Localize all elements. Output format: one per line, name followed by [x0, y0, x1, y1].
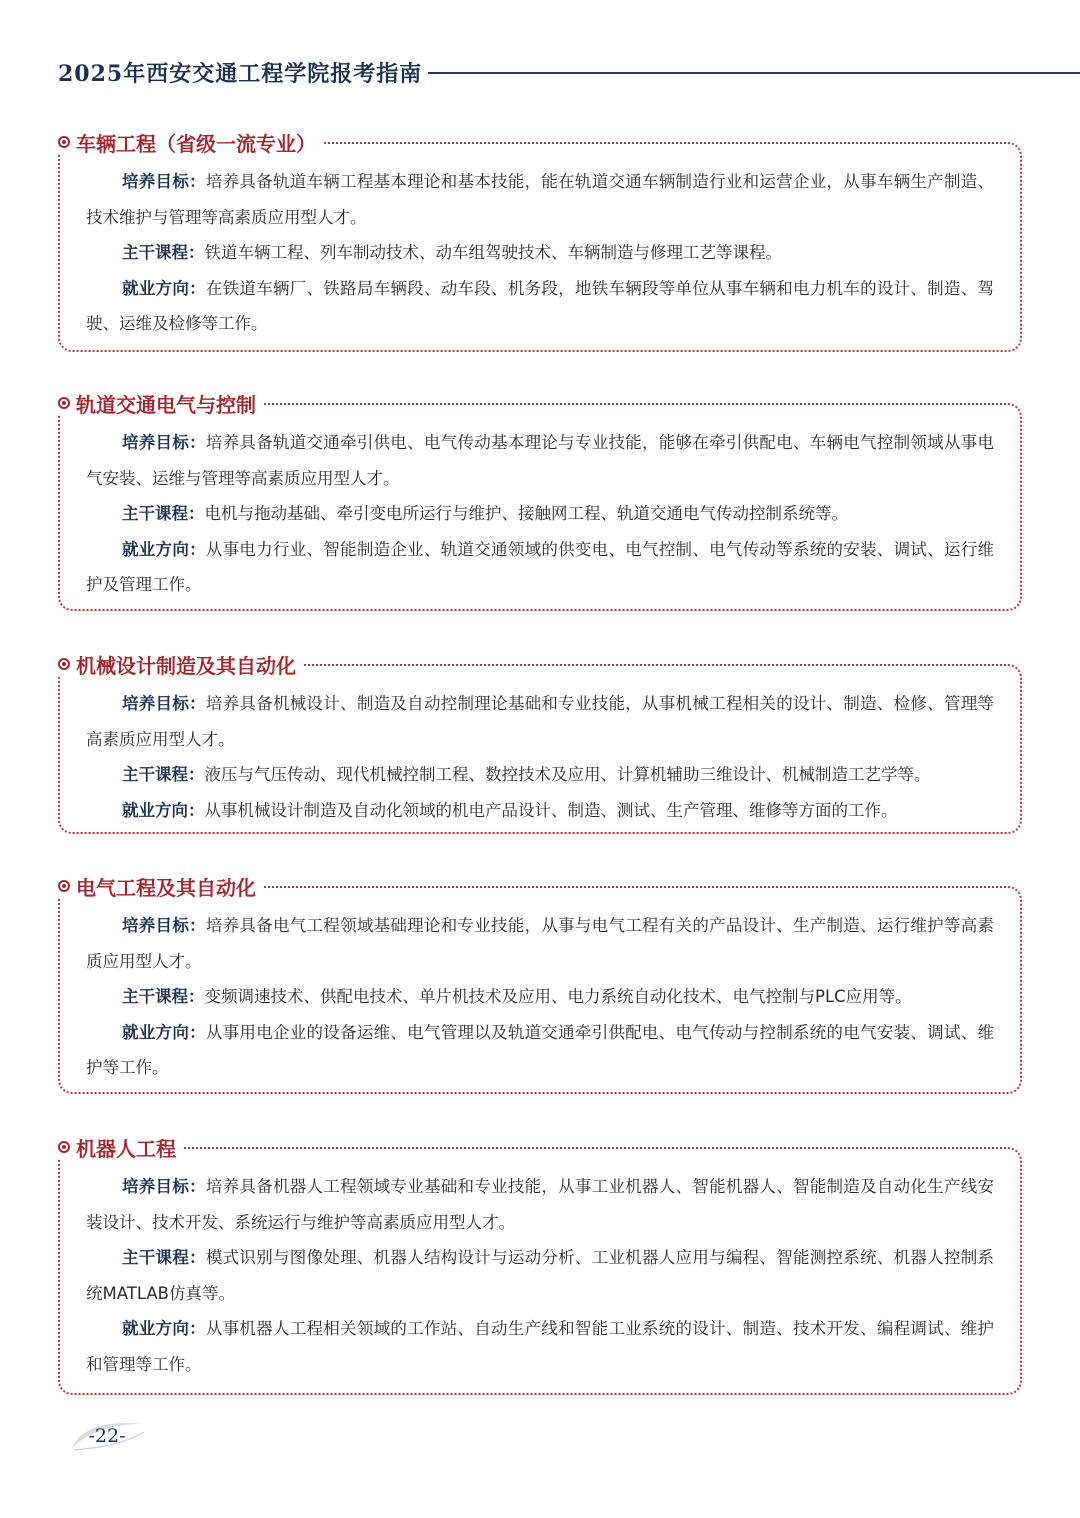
target-bullet-icon	[58, 880, 70, 892]
header-rule	[428, 72, 1080, 74]
goal-paragraph	[86, 164, 994, 235]
career-label: 就业方向：	[122, 278, 206, 298]
major-title-text: 轨道交通电气与控制	[76, 392, 256, 417]
major-box	[58, 886, 1022, 1094]
major-section	[58, 652, 1022, 834]
major-section	[58, 130, 1022, 352]
course-label: 主干课程：	[122, 765, 205, 784]
goal-text: 培养具备轨道车辆工程基本理论和基本技能，能在轨道交通车辆制造行业和运营企业，从事车辆生产制造、技术维护与管理等高素质应用型人才。	[86, 172, 995, 227]
course-label: 主干课程：	[122, 987, 205, 1006]
goal-label: 培养目标：	[122, 694, 206, 713]
career-label: 就业方向：	[122, 539, 206, 559]
career-text: 在铁道车辆厂、铁路局车辆段、动车段、机务段，地铁车辆段等单位从事车辆和电力机车的设计、制造、驾驶、运维及检修等工作。	[86, 278, 995, 333]
career-label: 就业方向：	[122, 1022, 206, 1042]
course-text: 电机与拖动基础、牵引变电所运行与维护、接触网工程、轨道交通电气传动控制系统等。	[204, 504, 848, 523]
target-bullet-icon	[58, 1141, 70, 1153]
goal-label: 培养目标：	[122, 433, 206, 452]
career-paragraph	[86, 271, 994, 342]
course-text: 模式识别与图像处理、机器人结构设计与运动分析、工业机器人应用与编程、智能测控系统、机器人控制系统MATLAB仿真等。	[86, 1248, 995, 1303]
major-title-text: 机械设计制造及其自动化	[76, 653, 296, 678]
target-bullet-icon	[58, 397, 70, 409]
course-paragraph	[86, 1240, 994, 1311]
course-text: 变频调速技术、供配电技术、单片机技术及应用、电力系统自动化技术、电气控制与PLC应用等。	[204, 987, 912, 1006]
major-title-text: 电气工程及其自动化	[76, 875, 256, 900]
major-title	[58, 391, 264, 415]
course-label: 主干课程：	[122, 1248, 206, 1267]
major-title	[58, 1135, 184, 1159]
major-title	[58, 652, 304, 676]
major-section	[58, 1135, 1022, 1395]
major-box	[58, 1147, 1022, 1395]
course-paragraph	[86, 496, 994, 532]
goal-text: 培养具备轨道交通牵引供电、电气传动基本理论与专业技能，能够在牵引供配电、车辆电气控制领域从事电气安装、运维与管理等高素质应用型人才。	[86, 433, 995, 488]
header-title: 2025年西安交通工程学院报考指南	[58, 60, 423, 87]
major-box	[58, 664, 1022, 834]
career-label: 就业方向：	[122, 1319, 206, 1338]
major-title-text: 机器人工程	[76, 1136, 176, 1161]
page-number	[68, 1418, 146, 1454]
career-text: 从事电力行业、智能制造企业、轨道交通领域的供变电、电气控制、电气传动等系统的安装、调试、运行维护及管理工作。	[86, 539, 995, 594]
career-paragraph	[86, 1311, 994, 1382]
goal-text: 培养具备机械设计、制造及自动控制理论基础和专业技能，从事机械工程相关的设计、制造、检修、管理等高素质应用型人才。	[86, 694, 995, 749]
goal-text: 培养具备电气工程领域基础理论和专业技能，从事与电气工程有关的产品设计、生产制造、运行维护等高素质应用型人才。	[86, 916, 995, 971]
goal-label: 培养目标：	[122, 916, 206, 935]
major-box	[58, 403, 1022, 611]
major-title	[58, 874, 264, 898]
course-paragraph	[86, 235, 994, 271]
career-paragraph	[86, 1015, 994, 1086]
career-paragraph	[86, 793, 994, 829]
career-label: 就业方向：	[122, 800, 205, 820]
course-text: 铁道车辆工程、列车制动技术、动车组驾驶技术、车辆制造与修理工艺等课程。	[204, 243, 782, 262]
career-text: 从事机械设计制造及自动化领域的机电产品设计、制造、测试、生产管理、维修等方面的工作。	[204, 800, 898, 820]
course-paragraph	[86, 979, 994, 1015]
career-text: 从事用电企业的设备运维、电气管理以及轨道交通牵引供配电、电气传动与控制系统的电气安装、调试、维护等工作。	[86, 1022, 995, 1077]
course-text: 液压与气压传动、现代机械控制工程、数控技术及应用、计算机辅助三维设计、机械制造工艺学等。	[204, 765, 931, 784]
goal-paragraph	[86, 686, 994, 757]
target-bullet-icon	[58, 658, 70, 670]
course-paragraph	[86, 757, 994, 793]
course-label: 主干课程：	[122, 504, 205, 523]
page-number-text: -22-	[88, 1425, 126, 1447]
major-title	[58, 130, 324, 154]
major-section	[58, 391, 1022, 611]
career-text: 从事机器人工程相关领域的工作站、自动生产线和智能工业系统的设计、制造、技术开发、编程调试、维护和管理等工作。	[86, 1319, 995, 1374]
page-header	[58, 54, 1080, 90]
course-label: 主干课程：	[122, 243, 205, 262]
goal-label: 培养目标：	[122, 172, 206, 191]
goal-paragraph	[86, 425, 994, 496]
target-bullet-icon	[58, 136, 70, 148]
goal-label: 培养目标：	[122, 1177, 206, 1196]
career-paragraph	[86, 532, 994, 603]
goal-paragraph	[86, 908, 994, 979]
major-title-text: 车辆工程（省级一流专业）	[76, 131, 316, 156]
major-box	[58, 142, 1022, 352]
major-section	[58, 874, 1022, 1094]
goal-text: 培养具备机器人工程领域专业基础和专业技能，从事工业机器人、智能机器人、智能制造及自动化生产线安装设计、技术开发、系统运行与维护等高素质应用型人才。	[86, 1177, 995, 1232]
goal-paragraph	[86, 1169, 994, 1240]
